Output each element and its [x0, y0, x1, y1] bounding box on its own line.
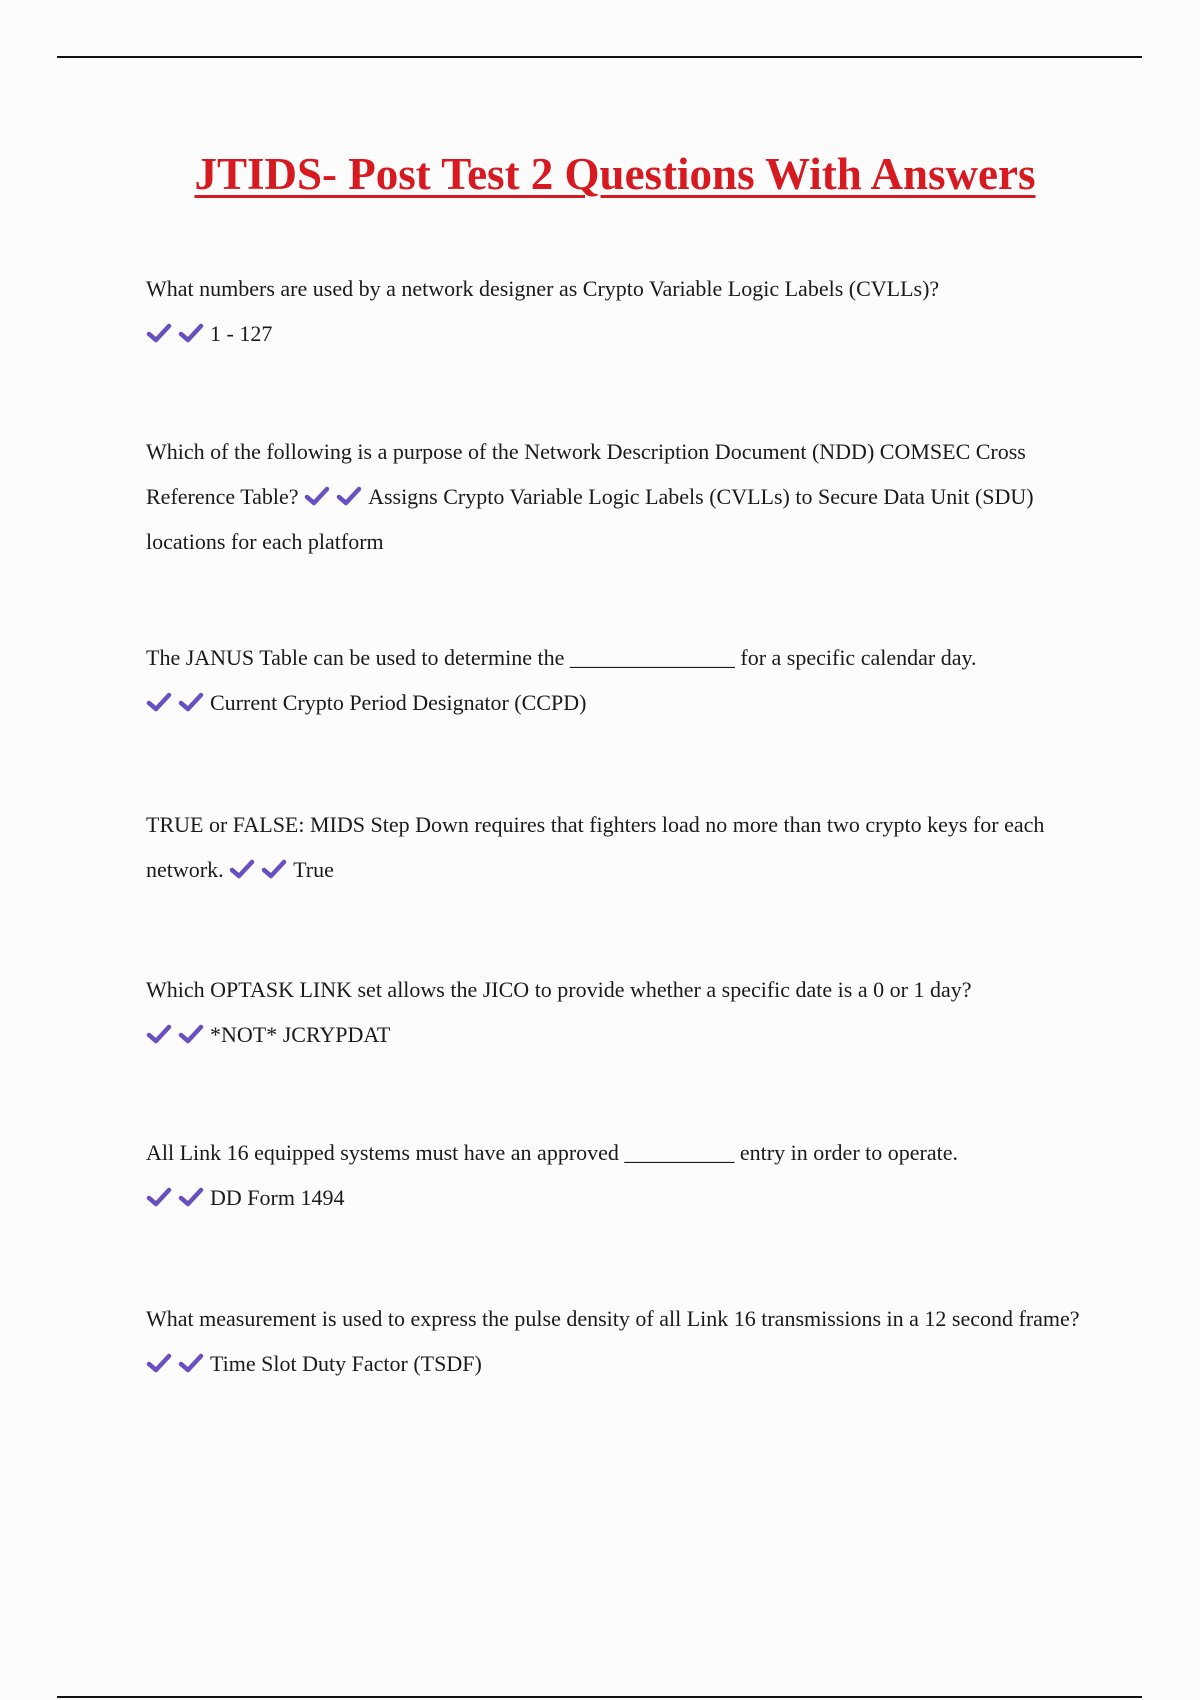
question-text: All Link 16 equipped systems must have an approved __________ entry in order to operate. [146, 1140, 958, 1165]
question-text: What numbers are used by a network designer as Crypto Variable Logic Labels (CVLLs)? [146, 276, 940, 301]
qa-item-1 [146, 266, 1096, 356]
check-icon [146, 322, 172, 344]
answer-text: 1 - 127 [210, 321, 273, 346]
check-icon [229, 858, 255, 880]
check-icon [146, 1186, 172, 1208]
qa-item-6 [146, 1130, 1096, 1220]
question-text: TRUE or FALSE: MIDS Step Down requires that fighters load no more than two crypto keys for each network. [146, 812, 1045, 882]
check-icon [146, 1023, 172, 1045]
top-rule [57, 56, 1142, 58]
question-text: Which OPTASK LINK set allows the JICO to provide whether a specific date is a 0 or 1 day? [146, 977, 972, 1002]
bottom-rule [57, 1696, 1142, 1698]
answer-text: Assigns Crypto Variable Logic Labels (CVLLs) to Secure Data Unit (SDU) locations for each platform [146, 484, 1034, 554]
check-icon [178, 691, 204, 713]
answer-text: DD Form 1494 [210, 1185, 345, 1210]
check-icon [146, 1352, 172, 1374]
check-icon [178, 1352, 204, 1374]
check-icon [261, 858, 287, 880]
check-icon [178, 1023, 204, 1045]
qa-item-3 [146, 635, 1096, 725]
question-text: The JANUS Table can be used to determine the _______________ for a specific calendar day. [146, 645, 977, 670]
answer-check-icons [146, 1185, 210, 1210]
qa-item-2 [146, 429, 1096, 564]
question-text: Which of the following is a purpose of the Network Description Document (NDD) COMSEC Cross Reference Table? [146, 439, 1026, 509]
check-icon [304, 485, 330, 507]
answer-check-icons [146, 1022, 210, 1047]
answer-text: Time Slot Duty Factor (TSDF) [210, 1351, 482, 1376]
answer-text: *NOT* JCRYPDAT [210, 1022, 391, 1047]
qa-item-7 [146, 1296, 1096, 1386]
answer-check-icons [304, 484, 368, 509]
document-title: JTIDS- Post Test 2 Questions With Answers [194, 149, 1036, 199]
answer-check-icons [146, 690, 210, 715]
check-icon [178, 1186, 204, 1208]
qa-item-5 [146, 967, 1096, 1057]
qa-item-4 [146, 802, 1096, 892]
question-text: What measurement is used to express the pulse density of all Link 16 transmissions in a 12 second frame? [146, 1306, 1080, 1331]
check-icon [146, 691, 172, 713]
answer-text: Current Crypto Period Designator (CCPD) [210, 690, 587, 715]
check-icon [336, 485, 362, 507]
answer-text: True [293, 857, 334, 882]
check-icon [178, 322, 204, 344]
answer-check-icons [146, 1351, 210, 1376]
answer-check-icons [229, 857, 293, 882]
answer-check-icons [146, 321, 210, 346]
